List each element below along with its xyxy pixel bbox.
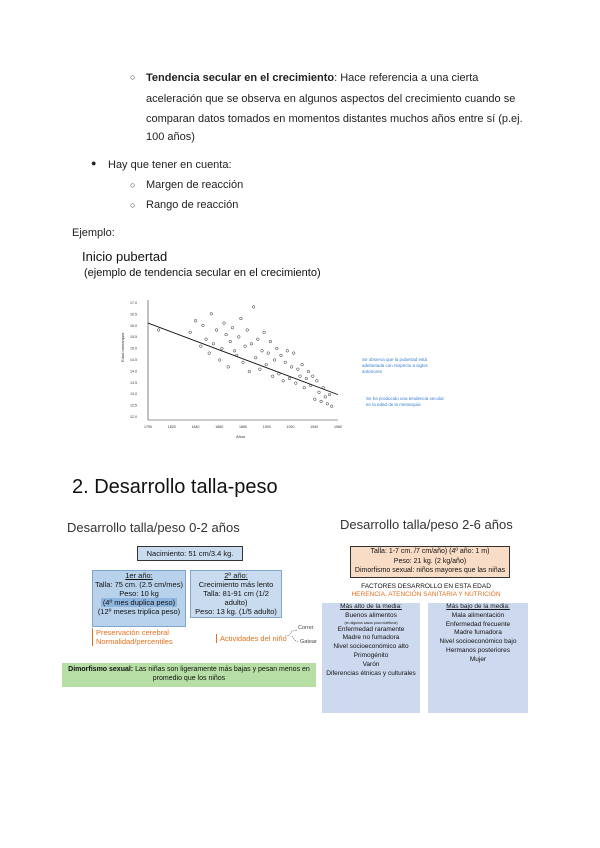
figure-subtitle: (ejemplo de tendencia secular en el crecimiento) xyxy=(84,267,321,279)
scatter-point xyxy=(202,324,205,327)
scatter-point xyxy=(330,405,333,408)
scatter-point xyxy=(280,354,283,357)
x-tick-label: 1880 xyxy=(239,425,247,429)
scatter-point xyxy=(263,331,266,334)
hollow-bullet-icon: ○ xyxy=(130,200,136,210)
scatter-point xyxy=(303,386,306,389)
above-item: Diferencias étnicas y culturales xyxy=(326,669,416,677)
scatter-point xyxy=(240,317,243,320)
y-tick-label: 15.5 xyxy=(130,335,137,340)
above-item: Enfermedad raramente xyxy=(337,625,405,633)
y-tick-label: 14.0 xyxy=(130,369,137,374)
above-item: (en algunos casos poco nutritivos) xyxy=(344,620,398,625)
factores-box xyxy=(322,583,530,599)
year2-box xyxy=(190,570,282,618)
tendencia-text: : Hace referencia a una cierta xyxy=(334,72,479,84)
scatter-point xyxy=(244,345,247,348)
scatter-point xyxy=(205,338,208,341)
scatter-point xyxy=(292,352,295,355)
scatter-point xyxy=(200,345,203,348)
scatter-point xyxy=(261,350,264,353)
scatter-point xyxy=(290,366,293,369)
below-item: Nivel socioeconómico bajo xyxy=(439,638,517,646)
scatter-point xyxy=(225,333,228,336)
x-tick-label: 1840 xyxy=(191,425,200,429)
x-tick-label: 1960 xyxy=(334,425,342,429)
filled-bullet-icon: ● xyxy=(91,158,97,168)
scatter-point xyxy=(246,329,249,332)
scatter-point xyxy=(326,403,329,406)
factores-subtitle: HERENCIA, ATENCIÓN SANITARIA Y NUTRICIÓN xyxy=(351,591,501,598)
below-item: Enfermedad frecuente xyxy=(445,620,511,628)
year1-note2: (12º meses triplica peso) xyxy=(97,607,181,616)
tener-cuenta: Hay que tener en cuenta: xyxy=(108,159,232,171)
x-tick-label: 1940 xyxy=(310,425,319,429)
scatter-point xyxy=(212,343,215,346)
scatter-point xyxy=(223,322,226,325)
scatter-point xyxy=(215,329,218,332)
y-tick-label: 13.5 xyxy=(130,380,137,385)
scatter-point xyxy=(252,306,255,309)
y-tick-label: 15.0 xyxy=(130,346,137,351)
scatter-point xyxy=(297,368,300,371)
scatter-point xyxy=(254,356,257,359)
scatter-point xyxy=(267,352,270,355)
above-item: Nivel socioeconómico alto xyxy=(333,643,409,651)
scatter-point xyxy=(242,361,245,364)
scatter-point xyxy=(311,375,314,378)
trend-line xyxy=(148,323,338,395)
year1-box xyxy=(92,570,186,627)
right-talla-box xyxy=(350,546,510,578)
scatter-point xyxy=(288,377,291,380)
dimorfismo-label: Dimorfismo sexual: xyxy=(68,666,134,673)
above-item: Primogénito xyxy=(353,651,389,659)
year2-title: 2º año: xyxy=(224,571,248,580)
scatter-point xyxy=(301,363,304,366)
scatter-point xyxy=(227,366,230,369)
scatter-chart xyxy=(118,292,348,440)
x-tick-label: 1920 xyxy=(286,425,295,429)
scatter-point xyxy=(221,347,224,350)
left-diagram-title: Desarrollo talla/peso 0-2 años xyxy=(67,520,240,535)
scatter-point xyxy=(314,398,317,401)
right-dimorfismo: Dimorfismo sexual: niños mayores que las niñas xyxy=(354,567,506,574)
y-tick-label: 14.5 xyxy=(130,358,137,362)
above-item: Varón xyxy=(362,660,380,668)
scatter-point xyxy=(250,343,253,346)
x-tick-label: 1790 xyxy=(144,425,152,429)
x-tick-label: 1900 xyxy=(262,425,271,429)
section-heading: 2. Desarrollo talla-peso xyxy=(72,476,278,498)
scatter-point xyxy=(219,359,222,362)
figure-note-2: Se ha producido una tendencia secular en la edad de la menarquia xyxy=(366,396,445,407)
hollow-bullet-icon: ○ xyxy=(130,180,136,190)
above-item: Buenos alimentos xyxy=(345,611,397,619)
scatter-point xyxy=(286,350,289,353)
scatter-point xyxy=(210,313,213,316)
scatter-point xyxy=(284,361,287,364)
ejemplo-label: Ejemplo: xyxy=(72,227,115,239)
below-average-box xyxy=(428,603,528,713)
normalidad-text: Normalidad/percentiles xyxy=(96,637,173,646)
scatter-point xyxy=(233,350,236,353)
y-tick-label: 16.0 xyxy=(130,323,137,328)
scatter-point xyxy=(259,368,262,371)
y-tick-label: 13.0 xyxy=(130,392,137,397)
year2-line-3: Peso: 13 kg. (1/5 adulto) xyxy=(195,607,277,616)
y-tick-label: 12.5 xyxy=(130,403,137,408)
scatter-point xyxy=(194,320,197,323)
dimorfismo-text: Las niñas son ligeramente más bajas y pesan menos en promedio que los niños xyxy=(133,666,310,682)
scatter-point xyxy=(320,400,323,403)
year2-line-1: Crecimiento más lento xyxy=(198,580,274,589)
tendencia-paragraph xyxy=(146,68,546,88)
year1-peso: Peso: 10 kg xyxy=(119,589,159,598)
y-tick-label: 17.0 xyxy=(130,301,137,305)
figure-title: Inicio pubertad xyxy=(82,249,168,264)
y-tick-label: 16.5 xyxy=(130,312,137,317)
below-item: Mala alimentación xyxy=(451,611,505,619)
scatter-point xyxy=(208,352,211,355)
year1-note1: (4º mes duplica peso) xyxy=(102,598,176,607)
scatter-point xyxy=(229,340,232,343)
scatter-point xyxy=(257,338,260,341)
rango-reaccion: Rango de reacción xyxy=(146,199,239,211)
scatter-point xyxy=(265,363,268,366)
gatear-label: Gatear xyxy=(300,639,317,645)
x-tick-label: 1860 xyxy=(215,425,224,429)
scatter-point xyxy=(248,370,251,373)
preservacion-text: Preservación cerebral xyxy=(96,628,169,637)
below-item: Hermanos posteriores xyxy=(446,646,510,654)
scatter-point xyxy=(231,326,234,329)
scatter-point xyxy=(273,359,276,362)
right-peso: Peso: 21 kg. (2 kg/año) xyxy=(393,557,467,565)
scatter-point xyxy=(299,375,302,378)
year2-line-2: Talla: 81-91 cm (1/2 adulto) xyxy=(203,589,269,607)
scatter-point xyxy=(316,380,319,383)
actividades-text: Actividades del niño xyxy=(216,634,290,643)
preservacion-box xyxy=(92,628,184,646)
y-axis-label: Edad menarquia xyxy=(120,332,125,362)
scatter-point xyxy=(276,347,279,350)
below-title: Más bajo de la media: xyxy=(446,603,510,610)
x-axis-label: Años xyxy=(236,434,246,439)
margen-reaccion: Margen de reacción xyxy=(146,179,244,191)
right-diagram-title: Desarrollo talla/peso 2-6 años xyxy=(340,517,513,532)
scatter-point xyxy=(307,370,310,373)
scatter-point xyxy=(282,380,285,383)
above-title: Más alto de la media: xyxy=(340,603,402,610)
tendencia-line-3: comparan datos tomados en momentos distantes muchos años entre sí (p.ej. xyxy=(146,113,523,125)
below-item: Madre fumadora xyxy=(454,629,502,637)
scatter-point xyxy=(318,391,321,394)
scatter-point xyxy=(271,375,274,378)
factores-title: FACTORES DESARROLLO EN ESTA EDAD xyxy=(361,583,491,590)
scatter-point xyxy=(157,329,160,332)
y-tick-label: 12.0 xyxy=(130,415,137,419)
nacimiento-box: Nacimiento: 51 cm/3.4 kg. xyxy=(137,546,243,561)
year1-title: 1er año: xyxy=(125,571,153,580)
above-item: Madre no fumadora xyxy=(342,634,400,642)
tendencia-line-4: 100 años) xyxy=(146,131,195,143)
figure-note-1: Se observa que la pubertad está adelantada con respecto a siglos anteriores xyxy=(362,357,428,374)
scatter-point xyxy=(295,382,298,385)
tendencia-title: Tendencia secular en el crecimiento xyxy=(146,72,335,84)
hollow-bullet-icon: ○ xyxy=(130,72,136,82)
scatter-point xyxy=(328,393,331,396)
x-tick-label: 1820 xyxy=(167,425,176,429)
dimorfismo-box xyxy=(62,663,316,687)
below-item: Mujer xyxy=(469,655,487,663)
scatter-point xyxy=(189,331,192,334)
scatter-point xyxy=(238,336,241,339)
year1-talla: Talla: 75 cm. (2.5 cm/mes) xyxy=(95,580,183,589)
correr-label: Correr xyxy=(298,625,314,631)
scatter-point xyxy=(324,396,327,399)
scatter-point xyxy=(305,377,308,380)
tendencia-line-2: aceleración que se observa en algunos aspectos del crecimiento cuando se xyxy=(146,93,516,105)
above-average-box xyxy=(322,603,420,713)
scatter-point xyxy=(269,340,272,343)
right-talla: Talla: 1-7 cm. /7 cm/año) (4º año: 1 m) xyxy=(370,548,490,555)
